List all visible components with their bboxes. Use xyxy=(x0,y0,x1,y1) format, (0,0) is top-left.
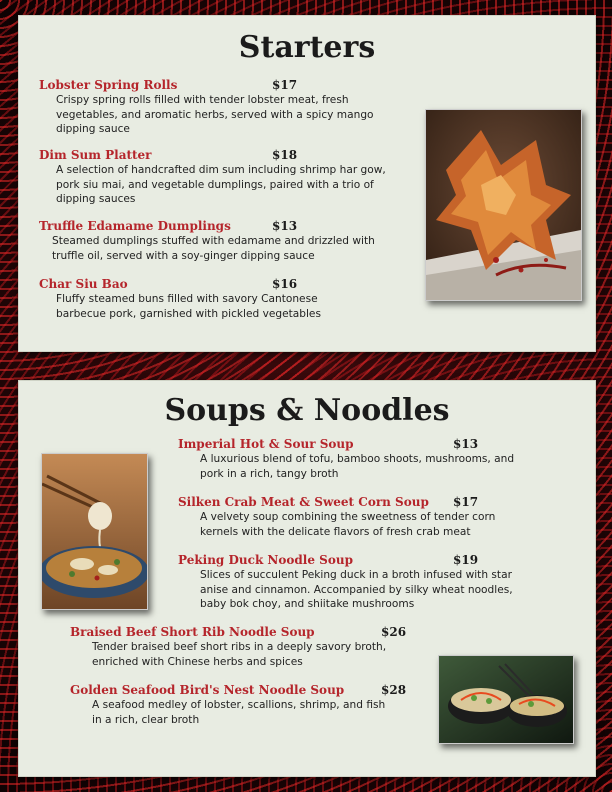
item-price: $17 xyxy=(453,495,479,509)
item-price: $13 xyxy=(272,219,298,233)
fried-wontons-illustration xyxy=(426,110,581,300)
item-description: Tender braised beef short ribs in a deeply savory broth, enriched with Chinese herbs and spices xyxy=(92,641,387,668)
fried-wontons-photo xyxy=(425,109,582,301)
menu-item xyxy=(70,683,420,733)
noodle-bowls-illustration xyxy=(439,656,573,743)
item-name: Braised Beef Short Rib Noodle Soup xyxy=(70,625,315,639)
item-price: $13 xyxy=(453,437,479,451)
menu-item xyxy=(178,553,518,617)
menu-item xyxy=(178,495,518,545)
menu-item xyxy=(39,219,419,269)
item-description: Crispy spring rolls filled with tender lobster meat, fresh vegetables, and aromatic herbs, served with a spicy mango dipping sauce xyxy=(56,94,374,135)
menu-item xyxy=(39,78,409,138)
item-name: Dim Sum Platter xyxy=(39,148,152,162)
dumpling-soup-photo xyxy=(41,453,148,610)
menu-item xyxy=(178,437,518,487)
menu-item xyxy=(39,148,419,208)
item-name: Char Siu Bao xyxy=(39,277,128,291)
item-description: A luxurious blend of tofu, bamboo shoots, mushrooms, and pork in a rich, tangy broth xyxy=(200,453,515,480)
item-description: Slices of succulent Peking duck in a broth infused with star anise and cinnamon. Accompanied by silky wheat noodles, baby bok choy, and shiitake mushrooms xyxy=(200,569,513,610)
item-description: Fluffy steamed buns filled with savory Cantonese barbecue pork, garnished with pickled vegetables xyxy=(56,293,321,320)
starters-panel xyxy=(18,15,596,352)
item-description: A velvety soup combining the sweetness of tender corn kernels with the delicate flavors of fresh crab meat xyxy=(200,511,496,538)
item-description: Steamed dumplings stuffed with edamame and drizzled with truffle oil, served with a soy-ginger dipping sauce xyxy=(52,235,375,262)
item-name: Lobster Spring Rolls xyxy=(39,78,178,92)
item-price: $16 xyxy=(272,277,298,291)
item-price: $26 xyxy=(381,625,407,639)
item-name: Truffle Edamame Dumplings xyxy=(39,219,231,233)
menu-item xyxy=(70,625,420,675)
soups-panel xyxy=(18,380,596,777)
starters-title: Starters xyxy=(238,30,376,65)
item-name: Imperial Hot & Sour Soup xyxy=(178,437,354,451)
menu-item xyxy=(39,277,419,327)
item-price: $28 xyxy=(381,683,407,697)
item-price: $18 xyxy=(272,148,298,162)
item-name: Golden Seafood Bird's Nest Noodle Soup xyxy=(70,683,345,697)
item-price: $17 xyxy=(272,78,298,92)
soups-title: Soups & Noodles xyxy=(164,393,450,428)
item-price: $19 xyxy=(453,553,479,567)
noodle-bowls-photo xyxy=(438,655,574,744)
item-name: Silken Crab Meat & Sweet Corn Soup xyxy=(178,495,429,509)
item-name: Peking Duck Noodle Soup xyxy=(178,553,353,567)
dumpling-soup-illustration xyxy=(42,454,147,609)
item-description: A seafood medley of lobster, scallions, shrimp, and fish in a rich, clear broth xyxy=(92,699,386,726)
item-description: A selection of handcrafted dim sum including shrimp har gow, pork siu mai, and vegetable dumplings, paired with a trio of dipping sauces xyxy=(56,164,386,205)
